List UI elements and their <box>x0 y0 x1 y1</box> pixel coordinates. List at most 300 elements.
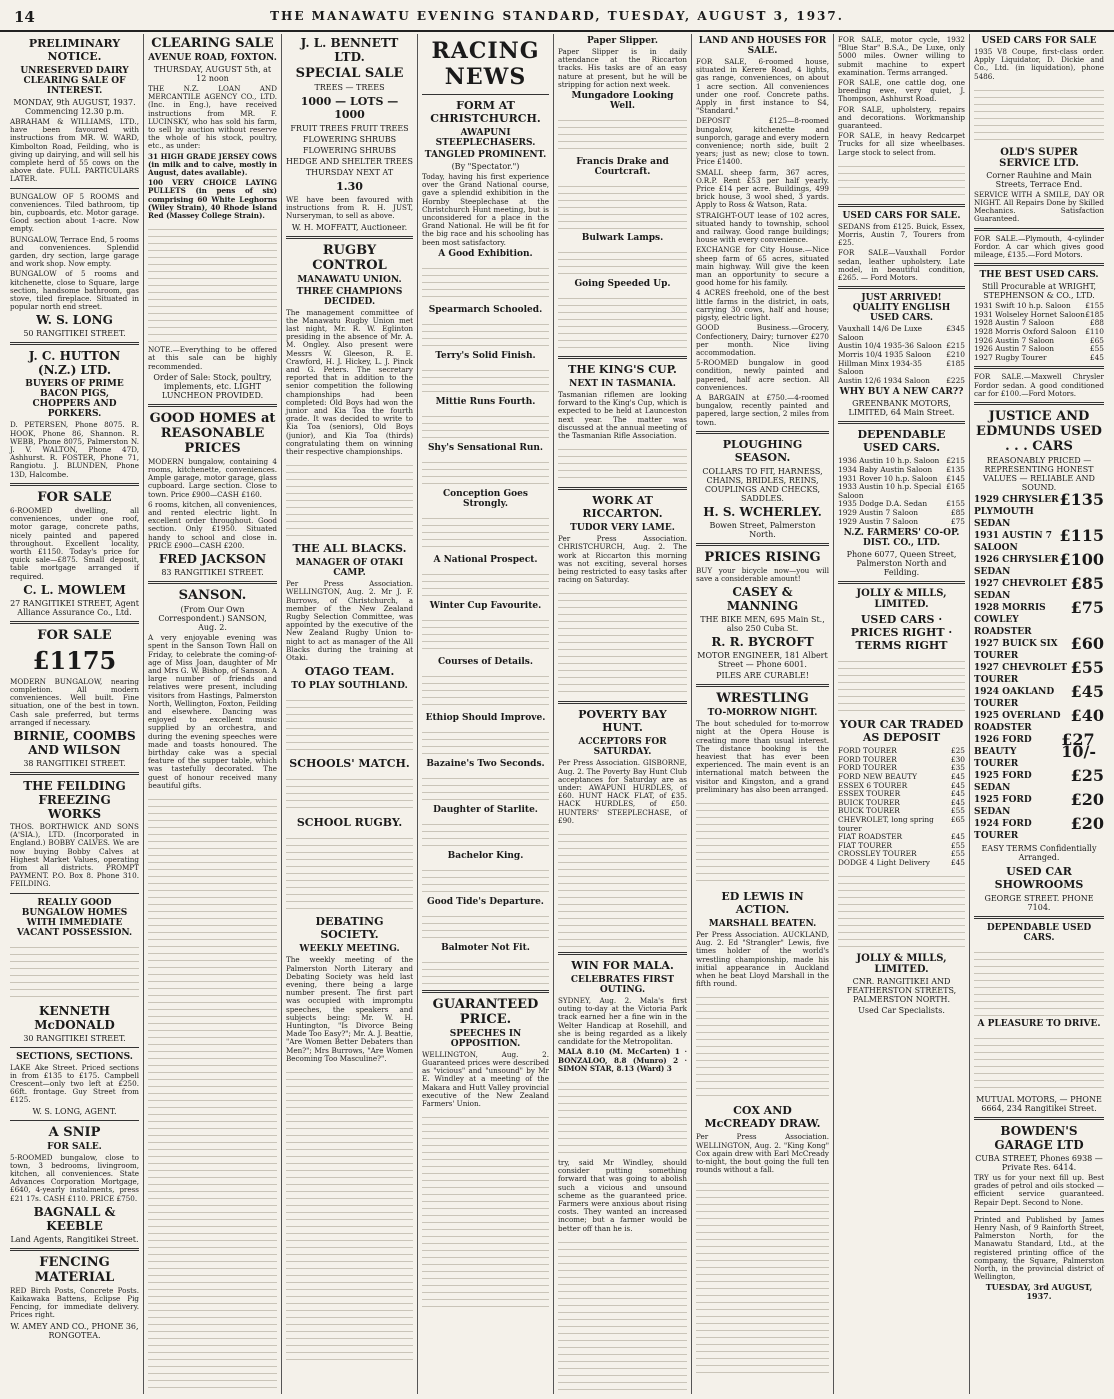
poverty-bay-sub: ACCEPTORS FOR SATURDAY. <box>578 737 667 758</box>
cnr-address: CNR. RANGITIKEI AND FEATHERSTON STREETS, PALMERSTON NORTH. <box>846 977 957 1005</box>
farmers-sub: Phone 6077, Queen Street, Palmerston North and Feilding. <box>846 550 957 578</box>
divider <box>974 916 1104 919</box>
car-name: 1925 FORD SEDAN <box>974 795 1032 817</box>
for-sale-heading: FOR SALE <box>37 489 112 505</box>
piles-ad: PILES ARE CURABLE! <box>716 671 809 681</box>
olds-sub: Corner Rauhine and Main Streets, Terrace End. <box>986 170 1092 189</box>
rugby-heading: RUGBY CONTROL <box>312 242 387 273</box>
car-listing-row <box>838 377 965 386</box>
car-name: Morris 10/4 1935 Saloon <box>838 350 932 360</box>
car-price: £345 <box>946 324 965 334</box>
divider <box>148 581 277 584</box>
car-price: £20 <box>1070 790 1104 809</box>
ad-listing <box>148 223 277 343</box>
column-4 <box>418 34 554 1394</box>
car-price: £75 <box>1070 598 1104 617</box>
clearing-note: NOTE.—Everything to be offered at this sale can be highly recommended. <box>148 345 277 371</box>
justice-sub: REASONABLY PRICED — REPRESENTING HONEST VALUES — RELIABLE AND SOUND. <box>983 456 1095 492</box>
ad-graphic <box>838 655 965 715</box>
used-cars-heading: USED CARS FOR SALE <box>981 36 1097 46</box>
your-car-heading: YOUR CAR TRADED AS DEPOSIT <box>839 718 964 745</box>
racing-news-heading: RACING NEWS <box>431 38 540 90</box>
section-head: Winter Cup Favourite. <box>429 600 542 611</box>
laying-pullets: 100 VERY CHOICE LAYING PULLETS (in pens of six) comprising 60 White Leghorns (Wiley Strain), 40 Rhode Island Red (Massey College Strain). <box>148 178 277 221</box>
section-head: Paper Slipper. <box>587 36 658 46</box>
lewis-heading: ED LEWIS IN ACTION. <box>721 889 804 916</box>
article-text <box>286 1066 413 1366</box>
wrestling-body: The bout scheduled for to-morrow night at the Opera House is creating more than usual interest. The distance booking is the heaviest that has ever been experienced. The main event is an international match between the visitor and Kingston, and a grand preliminary has also been arranged. <box>696 719 829 794</box>
sanson-sub: (From Our Own Correspondent.) SANSON, Aug. 2. <box>158 605 267 633</box>
imprint-date: TUESDAY, 3rd AUGUST, 1937. <box>985 1282 1093 1302</box>
used-specialists: Used Car Specialists. <box>858 1006 945 1016</box>
article-text <box>558 180 687 230</box>
mcdonald-address: 30 RANGITIKEI STREET. <box>23 1033 126 1043</box>
article-text <box>696 991 829 1101</box>
maxwell-ad: FOR SALE.—Maxwell Chrysler Fordor sedan. A good conditioned car for £100.—Ford Motors. <box>974 372 1104 398</box>
special-line-1: TREES — TREES <box>314 83 385 92</box>
car-name: FORD NEW BEAUTY <box>838 771 918 781</box>
used-cars-heading: USED CARS FOR SALE. <box>842 210 961 221</box>
hutton-heading: J. C. HUTTON (N.Z.) LTD. <box>28 349 121 378</box>
mcdonald-name: KENNETH McDONALD <box>34 1003 115 1032</box>
article-text <box>422 512 549 552</box>
clearing-heading: CLEARING SALE <box>151 36 274 51</box>
car-price: £55 <box>950 849 965 859</box>
olds-body: SERVICE WITH A SMILE, DAY OR NIGHT. All Repairs Done by Skilled Mechanics. Satisfaction Guaranteed. <box>974 189 1104 224</box>
divider <box>10 188 139 189</box>
car-listing-row <box>838 483 965 500</box>
jersey-cows: 31 HIGH GRADE JERSEY COWS (in milk and to calve, mostly in August, dates available). <box>148 151 277 178</box>
mala-sub: CELEBRATES FIRST OUTING. <box>570 975 675 996</box>
car-name: 1928 Morris Oxford Saloon <box>974 327 1077 337</box>
bycroft-sub: MOTOR ENGINEER, 181 Albert Street — Phone 6001. <box>697 651 828 670</box>
car-price: £155 <box>1085 301 1104 311</box>
page-number: 14 <box>14 8 35 26</box>
wrestling-sub: TO-MORROW NIGHT. <box>707 708 818 719</box>
column-2 <box>144 34 282 1394</box>
paper-slipper-body: Paper Slipper is in daily attendance at the Riccarton tracks. His tasks are of an easy nature at present, but he will be stripping for action next week. <box>558 47 687 89</box>
best-cars-heading: THE BEST USED CARS. <box>979 270 1099 281</box>
ad-listing <box>838 160 965 200</box>
car-name: 1928 Austin 7 Saloon <box>974 318 1055 328</box>
divider <box>10 772 139 775</box>
kings-cup-sub: NEXT IN TASMANIA. <box>569 379 676 390</box>
dependable-heading: DEPENDABLE USED CARS. <box>857 428 946 455</box>
ad-listing <box>974 1032 1104 1092</box>
divider <box>10 621 139 624</box>
car-price: £25 <box>1070 766 1104 785</box>
divider <box>422 94 549 95</box>
divider <box>838 421 965 424</box>
dependable-cars-list <box>838 457 965 526</box>
article-text <box>422 614 549 654</box>
vauxhall-ad: FOR SALE—Vauxhall Fordor sedan, leather upholstery. Late model, in beautiful condition, £265. — Ford Motors. <box>838 248 965 283</box>
car-name: 1929 Austin 7 Saloon <box>838 507 919 517</box>
sections-heading: SECTIONS, SECTIONS. <box>16 1051 133 1062</box>
section-head: Bazaine's Two Seconds. <box>426 758 545 769</box>
snip-sub: FOR SALE. <box>47 1141 102 1152</box>
wrestling-heading: WRESTLING <box>716 691 809 707</box>
feilding-body: THOS. BORTHWICK AND SONS (A'SIA.), LTD. (Incorporated in England.) BOBBY CALVES. We are now buying Bobby Calves at Highest Market Values, operating from all districts. PROMPT PAYMENT. P.O. Box 8. Phone 310. FEILDING. <box>10 821 139 889</box>
jackson-name: FRED JACKSON <box>158 552 267 567</box>
all-blacks-heading: THE ALL BLACKS. <box>292 542 407 556</box>
modern-bungalow-body: MODERN BUNGALOW, nearing completion. All modern conveniences. Well built. Fine situation, one of the best in town. Cash sale preferred, but terms arranged if necessary. <box>10 676 139 727</box>
special-time: 1.30 <box>336 180 363 193</box>
ad-listing <box>838 870 965 950</box>
car-name: ESSEX 6 TOURER <box>838 780 908 790</box>
all-blacks-sub: MANAGER OF OTAKI CAMP. <box>295 558 404 579</box>
bagnall-name: BAGNALL & KEEBLE <box>33 1204 116 1233</box>
car-name: 1928 MORRIS COWLEY ROADSTER <box>974 603 1046 637</box>
car-price: £75 <box>950 516 965 526</box>
special-line-3: FRUIT TREES FRUIT TREES <box>290 124 409 133</box>
column-7 <box>834 34 970 1394</box>
article-text <box>558 587 687 697</box>
bargain-ad: A BARGAIN at £750.—4-roomed bungalow, recently painted and papered, large section, 2 miles from town. <box>696 392 829 427</box>
car-price: £85 <box>1070 574 1104 593</box>
car-price: £35 <box>950 763 965 773</box>
car-price: £115 <box>1059 526 1104 545</box>
car-name: FORD TOURER <box>838 763 897 773</box>
article-text <box>422 456 549 486</box>
car-price: £135 <box>1059 490 1104 509</box>
dependable-heading: DEPENDABLE USED CARS. <box>986 923 1092 943</box>
divider <box>148 404 277 407</box>
bungalow-ad-1: BUNGALOW OF 5 ROOMS and conveniences. Tiled bathroom, tip bin, cupboards, etc. Motor garage. Good section about 1-acre. Now empty. <box>10 191 139 234</box>
article-text <box>696 1177 829 1377</box>
section-head: Shy's Sensational Run. <box>427 442 544 453</box>
car-price: £45 <box>950 797 965 807</box>
car-name: 1927 CHEVROLET SEDAN <box>974 579 1067 601</box>
debating-body: The weekly meeting of the Palmerston North Literary and Debating Society was held last evening, there being a large number present. The first part was occupied with impromptu speeches, the speakers and subjects being: Mr. W. H. Huntington, "Is Divorce Being Made Too Easy?"; Mr. A. J. Beattie, "Are Women Better Debaters than Men?"; Mrs Burrows, "Are Women Becoming Too Masculine?". <box>286 955 413 1063</box>
special-line-5: FLOWERING SHRUBS <box>302 146 397 155</box>
article-text <box>558 1076 687 1156</box>
article-text <box>558 246 687 276</box>
try-body: try, said Mr Windley, should consider putting something forward that was going to abolish such a vicious and unsound scheme as the guaranteed price. Farmers were anxious about rising costs. They wanted an increased income; but a farmer would be better off than he is. <box>558 1157 687 1233</box>
car-name: 1931 Rover 10 h.p. Saloon <box>838 473 938 483</box>
car-name: 1926 CHRYSLER SEDAN <box>974 555 1059 577</box>
car-price: £30 <box>950 754 965 764</box>
article-text <box>422 864 549 894</box>
car-name: 1934 Baby Austin Saloon <box>838 465 933 475</box>
car-name: FIAT ROADSTER <box>838 832 903 842</box>
section-head: Francis Drake and Courtcraft. <box>576 157 669 178</box>
divider <box>696 431 829 434</box>
clearing-conditions: Order of Sale: Stock, poultry, implements, etc. LIGHT LUNCHEON PROVIDED. <box>153 372 272 400</box>
guaranteed-body: WELLINGTON, Aug. 2. Guaranteed prices were described as "vicious" and "unsound" by Mr E. Windley at a meeting of the Makara and Hutt Valley provincial executive of the New Zealand Farmers' Union. <box>422 1049 549 1109</box>
prices-rising-body: BUY your bicycle now—you will save a considerable amount! <box>696 565 829 583</box>
car-listing-row <box>838 859 965 868</box>
column-5 <box>554 34 692 1394</box>
best-cars-list <box>974 302 1104 362</box>
car-price: £55 <box>1089 344 1104 354</box>
schools-heading: SCHOOLS' MATCH. <box>289 757 410 771</box>
car-name: 1929 Austin 7 Saloon <box>838 516 919 526</box>
debating-heading: DEBATING SOCIETY. <box>315 915 384 942</box>
columns <box>6 34 1108 1394</box>
newspaper-title: THE MANAWATU EVENING STANDARD, TUESDAY, AUGUST 3, 1937. <box>270 9 844 23</box>
car-price: £100 <box>1059 550 1104 569</box>
car-price: £155 <box>946 499 965 509</box>
car-price: £40 <box>1070 706 1104 725</box>
divider <box>10 1248 139 1251</box>
car-price: £185 <box>1085 309 1104 319</box>
poverty-bay-body: Per Press Association. GISBORNE, Aug. 2. The Poverty Bay Hunt Club acceptances for Saturday are as under: AWAPUNI HURDLES, of £60. HUNT HACK FLAT, of £35. HACK HURDLES, of £50. HUNTERS' STEEPLECHASE, of £90. <box>558 758 687 825</box>
cox-heading: COX AND McCREADY DRAW. <box>704 1104 821 1131</box>
car-name: 1931 Wolseley Hornet Saloon <box>974 309 1085 319</box>
article-text <box>286 773 413 813</box>
ad-listing <box>10 941 139 1001</box>
masthead <box>0 0 1114 32</box>
for-sale-heading-2: FOR SALE <box>37 627 112 643</box>
bagnall-sub: Land Agents, Rangitikei Street. <box>10 1234 139 1244</box>
bycroft-name: R. R. BYCROFT <box>711 635 814 650</box>
car-price: £88 <box>1089 318 1104 328</box>
casey-name: CASEY & MANNING <box>726 585 799 614</box>
divider <box>838 581 965 584</box>
divider <box>286 236 413 239</box>
wcherley-name: H. S. WCHERLEY. <box>703 504 822 519</box>
car-name: 1927 CHEVROLET TOURER <box>974 663 1067 685</box>
divider <box>974 263 1104 266</box>
notice-body: ABRAHAM & WILLIAMS, LTD., have been favoured with instructions from MR. W. WARD, Kimbolton Road, Feilding, who is giving up dairying, and will sell his complete herd of 55 cows on the above date. FULL PARTICULARS LATER. <box>10 117 139 184</box>
clearing-date: THURSDAY, AUGUST 5th, at 12 noon <box>153 65 272 83</box>
article-text <box>422 262 549 302</box>
divider <box>974 1211 1104 1212</box>
article-text <box>696 797 829 887</box>
just-arrived-heading: JUST ARRIVED! QUALITY ENGLISH USED CARS. <box>852 293 951 324</box>
divider <box>838 204 965 207</box>
car-price: £45 <box>950 780 965 790</box>
form-sub: AWAPUNI STEEPLECHASERS. <box>435 128 536 148</box>
land-ad-1: FOR SALE, 6-roomed house, situated in Kerere Road, 4 lights, gas range, conveniences, on about 1 acre section. All conveniences under one roof. Concrete paths. Apply in first instance to S4, "Standard." <box>696 57 829 116</box>
car-price: £45 <box>1089 352 1104 362</box>
divider <box>10 1047 139 1048</box>
mowlem-name: C. L. MOWLEM <box>23 582 126 597</box>
clearing-body: THE N.Z. LOAN AND MERCANTILE AGENCY CO., LTD. (Inc. in Eng.), have received instructions from MR. F. LUCINSKY, who has sold his farm, to sell by auction without reserve the whole of his stock, poultry, etc., as under: <box>148 84 277 151</box>
car-name: FIAT TOURER <box>838 840 893 850</box>
car-listing-row <box>838 816 965 833</box>
birnie-address: 38 RANGITIKEI STREET. <box>23 758 126 768</box>
car-name: 1926 FORD BEAUTY TOURER <box>974 735 1032 769</box>
olds-heading: OLD'S SUPER SERVICE LTD. <box>999 146 1079 169</box>
section-head: Daughter of Starlite. <box>433 804 538 815</box>
section-head: Good Tide's Departure. <box>427 896 544 907</box>
cox-body: Per Press Association. WELLINGTON, Aug. 2. "King Kong" Cox again drew with Earl McCready to-night, the bout going the full ten rounds without a fall. <box>696 1132 829 1175</box>
section-head: Balmoter Not Fit. <box>441 942 530 953</box>
hutton-sub: BUYERS OF PRIME BACON PIGS, CHOPPERS AND PORKERS. <box>25 379 124 420</box>
car-listing-row <box>974 814 1104 842</box>
jackson-address: 83 RANGITIKEI STREET. <box>161 568 264 578</box>
form-sub-2: TANGLED PROMINENT. <box>424 150 547 160</box>
snip-heading: A SNIP <box>48 1124 101 1140</box>
car-listing-row <box>838 325 965 342</box>
special-line-7: THURSDAY NEXT AT <box>305 168 394 177</box>
article-text <box>422 910 549 940</box>
car-price: £85 <box>950 507 965 517</box>
fencing-agent: W. AMEY AND CO., PHONE 36, RONGOTEA. <box>10 1321 139 1340</box>
pleasure-heading: A PLEASURE TO DRIVE. <box>977 1019 1101 1029</box>
car-name: 1924 OAKLAND TOURER <box>974 687 1055 709</box>
car-price: £135 <box>946 465 965 475</box>
car-price: £55 <box>1070 658 1104 677</box>
section-head: Terry's Solid Finish. <box>435 350 536 361</box>
car-listing-row <box>838 518 965 527</box>
snip-body: 5-ROOMED bungalow, close to town, 3 bedrooms, livingroom, kitchen, all conveniences. State Advances Corporation Mortgage, £640, 4-yearly instalments, press £21 17s. CASH £110. PRICE £750. <box>10 1152 139 1203</box>
bowden-body: TRY us for your next fill up. Best grades of petrol and oils stocked — efficient service guaranteed. Repair Dept. Second to None. <box>974 1173 1104 1207</box>
car-name: CHEVROLET, long spring tourer <box>838 814 934 833</box>
article-text <box>286 832 413 912</box>
easy-terms: EASY TERMS Confidentially Arranged. <box>981 844 1097 862</box>
section-head: Conception Goes Strongly. <box>443 488 528 509</box>
all-blacks-body: Per Press Association. WELLINGTON, Aug. 2. Mr J. F. Burrows, of Christchurch, a member of the New Zealand Rugby Selection Committee, was appointed by the executive of the New Zealand Rugby Union to-night to act as manager of the All Blacks during the training at Otaki. <box>286 579 413 663</box>
four-acres-ad: 4 ACRES freehold, one of the best little farms in the district, in oats, carrying 30 cows, half and house; pigsty, electric light. <box>696 288 829 323</box>
section-head: Going Speeded Up. <box>574 279 671 290</box>
column-3 <box>282 34 418 1394</box>
english-cars-list <box>838 325 965 385</box>
fencing-heading: FENCING MATERIAL <box>34 1254 115 1285</box>
section-head: Bachelor King. <box>447 850 524 861</box>
car-price: £225 <box>946 375 965 385</box>
notice-heading: PRELIMINARY NOTICE. <box>28 37 121 63</box>
divider <box>696 543 829 546</box>
ploughing-sub: COLLARS TO FIT, HARNESS, CHAINS, BRIDLES, REINS, COUPLINGS AND CHECKS, SADDLES. <box>702 466 823 503</box>
bungalow-ad-3: BUNGALOW of 5 rooms and kitchenette, close to Square, large section, handsome bathroom, gas stove, tiled fireplace. Situated in popular north end street. <box>10 269 139 312</box>
car-price: £45 <box>950 832 965 842</box>
prices-rising-heading: PRICES RISING <box>704 549 821 565</box>
car-name: 1927 BUICK SIX TOURER <box>974 639 1058 661</box>
land-heading: LAND AND HOUSES FOR SALE. <box>698 36 827 56</box>
form-byline: (By "Spectator.") <box>451 162 520 171</box>
for-sale-ad: FOR SALE, motor cycle, 1932 "Blue Star" B.S.A., De Luxe, only 5000 miles. Owner willing to submit machine to expert examination. Terms arranged. <box>838 35 965 77</box>
car-name: ESSEX TOURER <box>838 789 901 799</box>
car-name: 1926 Austin 7 Saloon <box>974 344 1055 354</box>
ad-listing <box>974 84 1104 144</box>
for-sale-body: 6-ROOMED dwelling, all conveniences, under one roof, motor garage, concrete paths, nicely painted and papered throughout. Excellent locality, worth £1150. Today's price for quick sale—£875. Small deposit, table mortgage arranged if required. <box>10 505 139 581</box>
mala-heading: WIN FOR MALA. <box>571 959 674 973</box>
divider <box>10 342 139 345</box>
mala-results: MALA 8.10 (M. McCarten) 1 · BONZALOO, 8.8 (Munro) 2 · SIMON STAR, 8.13 (Ward) 3 <box>558 1047 687 1073</box>
article-text <box>558 443 687 483</box>
showrooms-sub: GEORGE STREET. PHONE 7104. <box>984 894 1094 912</box>
divider <box>10 1120 139 1121</box>
car-price: £20 <box>1070 814 1104 833</box>
section-head: Ethiop Should Improve. <box>425 712 546 723</box>
ad-listing <box>974 946 1104 1016</box>
divider <box>422 990 549 993</box>
car-price: £110 <box>1085 327 1104 337</box>
car-price: £185 <box>946 358 965 368</box>
car-price: £65 <box>1089 335 1104 345</box>
five-roomed-ad: 5-ROOMED bungalow in good condition, newly painted and papered, half acre section. All conveniences. <box>696 358 829 392</box>
article-text <box>422 364 549 394</box>
car-price: £210 <box>946 350 965 360</box>
ploughing-heading: PLOUGHING SEASON. <box>722 437 803 464</box>
car-price: £165 <box>946 482 965 492</box>
work-heading: WORK AT RICCARTON. <box>582 494 663 521</box>
for-sale-ad: FOR SALE, in heavy Redcarpet Trucks for all size wheelbases. Large stock to select from. <box>838 131 965 157</box>
mutual-motors: MUTUAL MOTORS, — PHONE 6664, 234 Rangitikei Street. <box>976 1095 1102 1113</box>
mala-body: SYDNEY, Aug. 2. Mala's first outing to-day at the Victoria Park track earned her a fine win in the Welter Handicap at Rosehill, and she is being regarded as a likely candidate for the Metropolitan. <box>558 996 687 1047</box>
section-head: A Good Exhibition. <box>438 248 533 259</box>
special-body: WE have been favoured with instructions from R. H. JUST, Nurseryman, to sell as above. <box>286 195 413 221</box>
rugby-body: The management committee of the Manawatu Rugby Union met last night, Mr. R. W. Eglinton presiding in the absence of Mr. A. M. Ongley. Also present were Messrs W. Gleeson, R. E. Crawford, H. J. Hickey, L. J. Pinck and G. Peters. The secretary reported that in addition to the senior competition the following championships had been completed: Old Boys had won the junior and Kia Toa the fourth grade. It was decided to write to Kia Toa (seniors), Old Boys (junior), and Kia Toa (thirds) congratulating them on winning their respective championships. <box>286 307 413 457</box>
agent-name: W. S. LONG <box>36 313 113 328</box>
sections-body: LAKE Ake Street. Priced sections in from £135 to £175. Campbell Crescent—only two left at £250. 66ft. frontage. Guy Street from £125. <box>10 1062 139 1105</box>
article-text <box>422 410 549 440</box>
column-8 <box>970 34 1108 1394</box>
mowlem-address: 27 RANGITIKEI STREET, Agent Alliance Assurance Co., Ltd. <box>10 598 139 617</box>
divider <box>974 402 1104 405</box>
article-text <box>422 318 549 348</box>
sanson-heading: SANSON. <box>178 588 247 604</box>
car-name: Hillman Minx 1934-35 Saloon <box>838 358 922 377</box>
lewis-sub: MARSHALL BEATEN. <box>708 918 817 929</box>
agent-address: 50 RANGITIKEI STREET. <box>23 329 126 339</box>
notice-date: MONDAY, 9th AUGUST, 1937. Commencing 12.30 p.m. <box>13 98 136 116</box>
why-buy-heading: WHY BUY A NEW CAR?? <box>839 387 964 398</box>
article-text <box>422 726 549 756</box>
car-price: £45 <box>950 771 965 781</box>
debating-sub: WEEKLY MEETING. <box>299 944 400 955</box>
imprint: Printed and Published by James Henry Nash, of 9 Rainforth Street, Palmerston North, for the Manawatu Standard, Ltd., at the registered printing office of the company, the Square, Palmerston North, in the provincial district of Wellington, <box>974 1214 1104 1282</box>
divider <box>558 356 687 359</box>
exchange-ad: EXCHANGE for City House.—Nice sheep farm of 65 acres, situated main highway. Will give the keen man an opportunity to secure a good home for his family. <box>696 245 829 288</box>
section-head: A National Prospect. <box>433 554 538 565</box>
special-line-4: FLOWERING SHRUBS <box>302 135 397 144</box>
school-rugby-heading: SCHOOL RUGBY. <box>296 816 403 830</box>
casey-sub: THE BIKE MEN, 695 Main St., also 250 Cuba St. <box>700 615 825 634</box>
article-text <box>422 818 549 848</box>
greenbank-name: GREENBANK MOTORS, LIMITED, 64 Main Street. <box>848 399 955 418</box>
column-6 <box>692 34 834 1394</box>
special-line-2: 1000 — LOTS — 1000 <box>300 95 399 121</box>
section-head: Courses of Details. <box>437 656 533 667</box>
good-homes-heading: GOOD HOMES at REASONABLE PRICES <box>149 410 276 456</box>
good-homes-body-2: 6 rooms, kitchen, all conveniences, and rented electric light. In excellent order throughout. Good section. Only £1950. Situated handy to school and close in. PRICE £900—CASH £200. <box>148 499 277 550</box>
special-line-6: HEDGE AND SHELTER TREES <box>286 157 413 166</box>
divider <box>558 952 687 955</box>
car-name: 1936 Austin 10 h.p. Saloon <box>838 456 940 466</box>
car-price: £55 <box>950 806 965 816</box>
best-cars-sub: Still Procurable at WRIGHT, STEPHENSON & CO., LTD. <box>981 282 1097 301</box>
form-body: Today, having his first experience over the Grand National course, gave a splendid exhibition in the Hornby Steeplechase at the Christchurch Hunt meeting, but is unconsidered for a place in the Grand National. He will be fit for the big race and his schooling has been most satisfactory. <box>422 172 549 247</box>
section-head: Bulwark Lamps. <box>581 233 664 244</box>
for-sale-ad: FOR SALE, one cattle dog, one breeding ewe, very quiet, J. Thompson, Ashhurst Road. <box>838 78 965 104</box>
article-text <box>422 772 549 802</box>
farmers-name: N.Z. FARMERS' CO-OP. DIST. CO., LTD. <box>843 528 960 549</box>
birnie-name: BIRNIE, COOMBS AND WILSON <box>13 728 136 757</box>
car-name: 1931 AUSTIN 7 SALOON <box>974 531 1053 553</box>
section-head: Spearmarch Schooled. <box>428 304 543 315</box>
good-business-ad: GOOD Business.—Grocery, Confectionery, Dairy; turnover £270 per month. Nice living accommodation. <box>696 323 829 357</box>
divider <box>558 701 687 704</box>
jolly-mills-name-2: JOLLY & MILLS, LIMITED. <box>856 953 947 976</box>
car-name: Austin 10/4 1935-36 Saloon <box>838 341 942 351</box>
car-listing-row <box>838 360 965 377</box>
sedans-ad: SEDANS from £125. Buick, Essex, Morris, Austin 7, Tourers from £25. <box>838 221 965 248</box>
divider <box>974 228 1104 231</box>
used-cars-block: USED CARS · PRICES RIGHT · TERMS RIGHT <box>850 613 953 653</box>
price-1175: £1175 <box>32 645 117 675</box>
car-price: £45 <box>1070 682 1104 701</box>
car-price: £55 <box>950 840 965 850</box>
bowden-name: BOWDEN'S GARAGE LTD <box>994 1124 1084 1152</box>
clearing-sub: AVENUE ROAD, FOXTON. <box>148 53 277 63</box>
car-name: 1931 Swift 10 h.p. Saloon <box>974 301 1071 311</box>
column-1 <box>6 34 144 1394</box>
car-price: £65 <box>950 814 965 824</box>
